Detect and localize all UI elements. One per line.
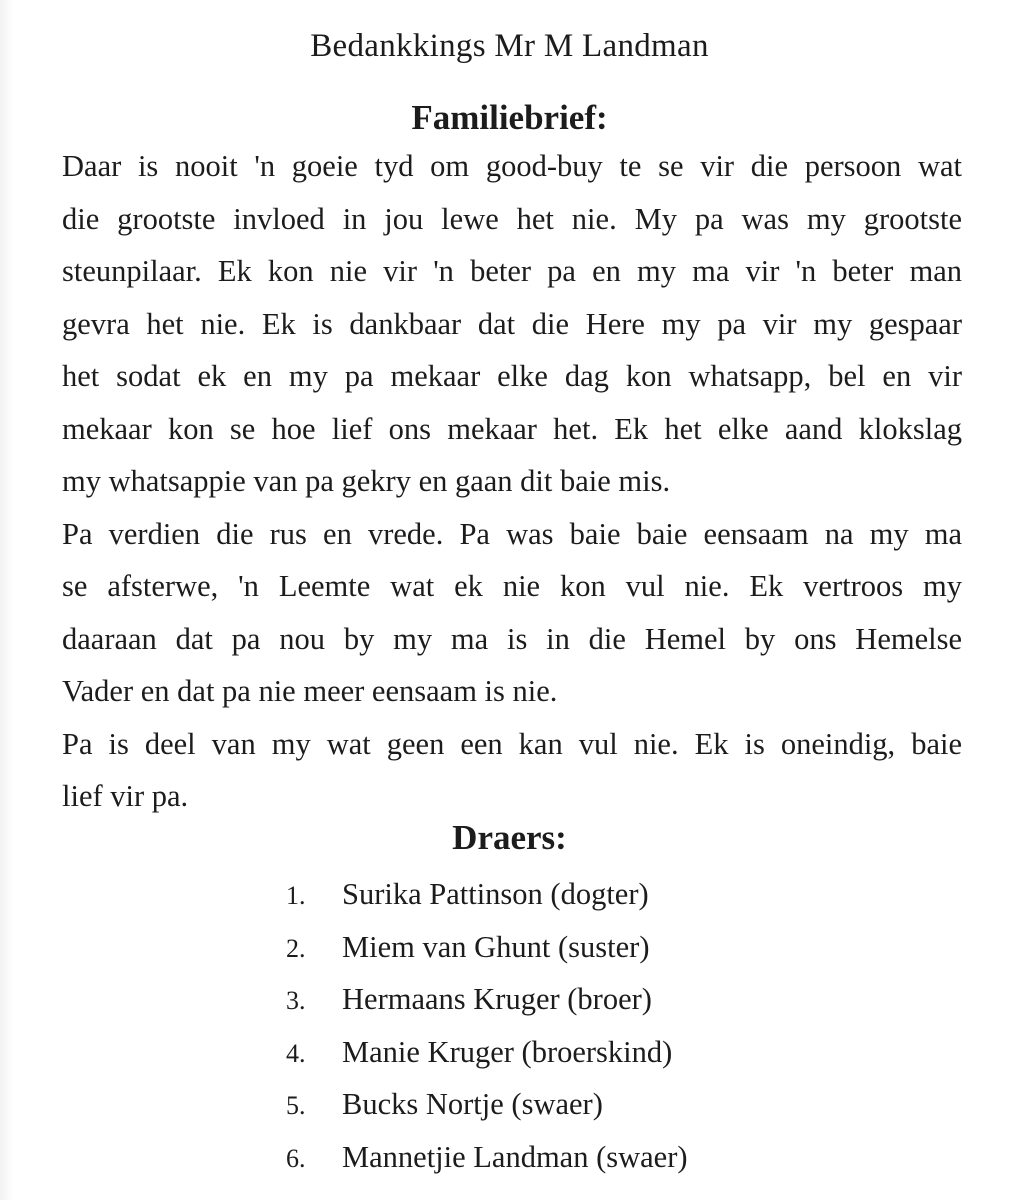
letter-line: se afsterwe, 'n Leemte wat ek nie kon vul nie. Ek vertroos my bbox=[62, 569, 962, 603]
letter-line: daaraan dat pa nou by my ma is in die Hemel by ons Hemelse bbox=[62, 621, 962, 656]
letter-line: Vader en dat pa nie meer eensaam is nie. bbox=[62, 674, 558, 708]
letter-line: gevra het nie. Ek is dankbaar dat die Here my pa vir my gespaar bbox=[62, 306, 962, 341]
letter-line: lief vir pa. bbox=[62, 779, 189, 813]
list-item bbox=[286, 868, 806, 921]
list-item-number: 5. bbox=[286, 1091, 306, 1120]
list-item-number: 2. bbox=[286, 933, 306, 963]
list-item-number: 4. bbox=[286, 1038, 306, 1068]
page-title: Bedankkings Mr M Landman bbox=[310, 28, 709, 64]
list-item-number: 3. bbox=[286, 986, 306, 1015]
list-item-name: Surika Pattinson (dogter) bbox=[342, 877, 649, 911]
letter-line: my whatsappie van pa gekry en gaan dit baie mis. bbox=[62, 464, 671, 498]
letter-line: steunpilaar. Ek kon nie vir 'n beter pa en my ma vir 'n beter man bbox=[62, 254, 962, 288]
list-item bbox=[286, 1026, 806, 1079]
list-item-name: Manie Kruger (broerskind) bbox=[342, 1034, 673, 1069]
family-letter-body bbox=[62, 140, 962, 823]
family-letter-heading: Familiebrief: bbox=[411, 98, 608, 137]
list-item-number: 6. bbox=[286, 1143, 306, 1173]
letter-line: het sodat ek en my pa mekaar elke dag kon whatsapp, bel en vir bbox=[62, 359, 962, 393]
page-edge-shadow bbox=[0, 0, 14, 1200]
list-item bbox=[286, 921, 806, 974]
letter-line: mekaar kon se hoe lief ons mekaar het. Ek het elke aand klokslag bbox=[62, 411, 962, 446]
letter-line: Daar is nooit 'n goeie tyd om good-buy te se vir die persoon wat bbox=[62, 149, 962, 183]
bearers-list bbox=[286, 868, 806, 1183]
letter-line: Pa verdien die rus en vrede. Pa was baie baie eensaam na my ma bbox=[62, 516, 962, 551]
list-item bbox=[286, 1131, 806, 1184]
bearers-heading: Draers: bbox=[452, 818, 567, 857]
letter-line: Pa is deel van my wat geen een kan vul nie. Ek is oneindig, baie bbox=[62, 726, 962, 761]
list-item-name: Mannetjie Landman (swaer) bbox=[342, 1139, 688, 1174]
list-item bbox=[286, 973, 806, 1026]
list-item-name: Hermaans Kruger (broer) bbox=[342, 982, 652, 1016]
list-item-name: Bucks Nortje (swaer) bbox=[342, 1087, 603, 1121]
letter-line: die grootste invloed in jou lewe het nie. My pa was my grootste bbox=[62, 201, 962, 236]
list-item bbox=[286, 1078, 806, 1131]
list-item-number: 1. bbox=[286, 881, 306, 910]
list-item-name: Miem van Ghunt (suster) bbox=[342, 929, 650, 964]
